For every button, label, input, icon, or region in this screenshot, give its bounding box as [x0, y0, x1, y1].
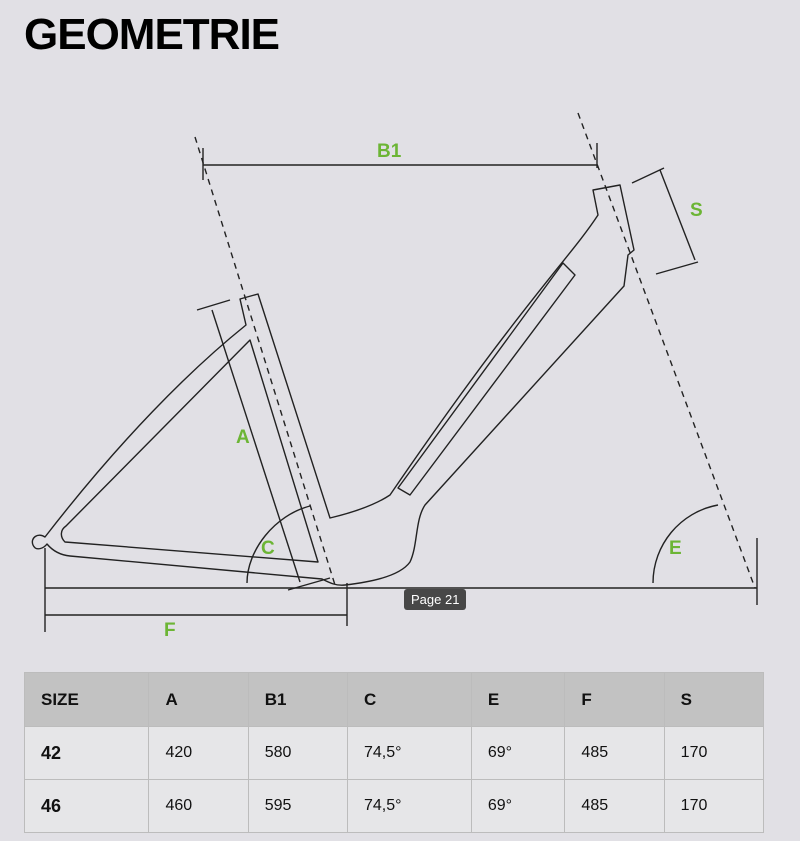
label-c: C	[261, 538, 275, 559]
label-f: F	[164, 620, 176, 641]
label-b1: B1	[377, 141, 402, 162]
cell-a: 460	[149, 780, 248, 833]
header-a: A	[149, 673, 248, 727]
cell-e: 69°	[471, 727, 565, 780]
header-b1: B1	[248, 673, 347, 727]
table-row	[25, 780, 764, 833]
cell-b1: 580	[248, 727, 347, 780]
header-c: C	[347, 673, 471, 727]
bike-frame-outline	[32, 185, 634, 585]
geometry-table	[24, 672, 764, 833]
cell-s: 170	[664, 780, 763, 833]
header-f: F	[565, 673, 664, 727]
cell-e: 69°	[471, 780, 565, 833]
cell-f: 485	[565, 780, 664, 833]
cell-c: 74,5°	[347, 727, 471, 780]
header-s: S	[664, 673, 763, 727]
label-a: A	[236, 427, 250, 448]
cell-a: 420	[149, 727, 248, 780]
page-number-tooltip: Page 21	[404, 589, 466, 610]
frame-inner-triangle	[61, 340, 318, 562]
header-e: E	[471, 673, 565, 727]
table-row	[25, 727, 764, 780]
cell-f: 485	[565, 727, 664, 780]
label-e: E	[669, 538, 682, 559]
cell-c: 74,5°	[347, 780, 471, 833]
cell-size: 46	[25, 780, 149, 833]
table-header-row	[25, 673, 764, 727]
cell-b1: 595	[248, 780, 347, 833]
cell-s: 170	[664, 727, 763, 780]
downtube-slot	[398, 263, 575, 495]
cell-size: 42	[25, 727, 149, 780]
page-title: GEOMETRIE	[24, 10, 280, 59]
label-s: S	[690, 200, 703, 221]
header-size: SIZE	[25, 673, 149, 727]
